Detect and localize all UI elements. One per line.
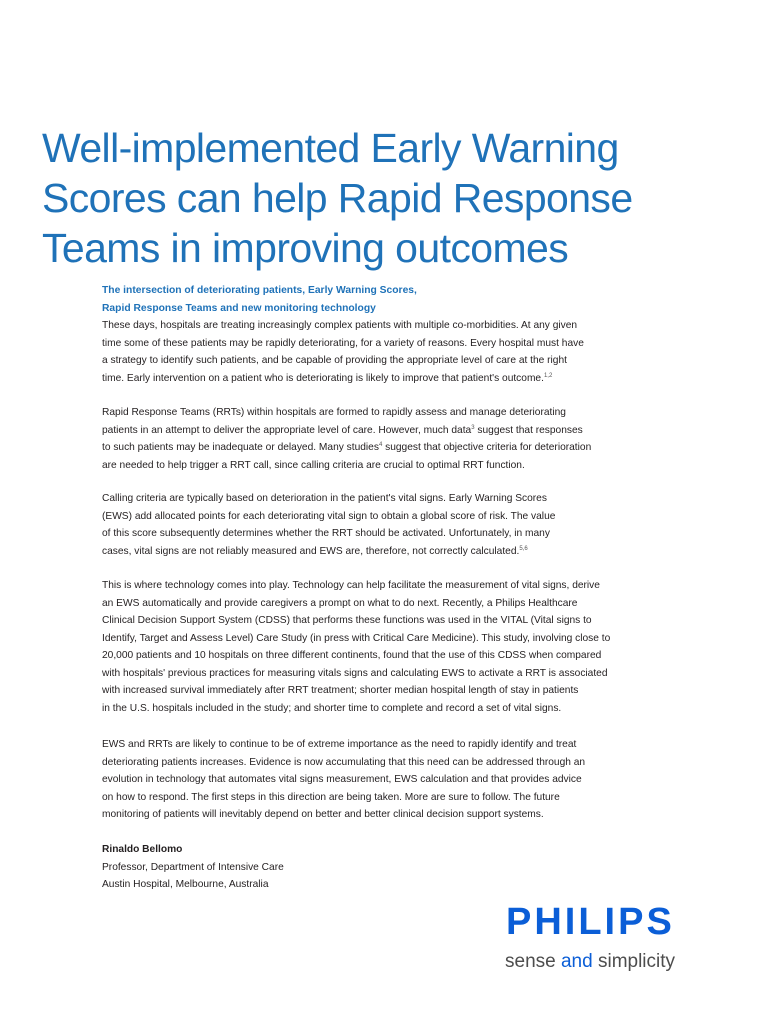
text-line: in the U.S. hospitals included in the study; and shorter time to complete and record a set of vital signs.: [102, 702, 562, 714]
text-fragment: suggest that responses: [474, 424, 583, 436]
text-line: Rapid Response Teams (RRTs) within hospitals are formed to rapidly assess and manage deteriorating: [102, 407, 566, 418]
author-name: Rinaldo Bellomo: [102, 844, 183, 855]
paragraph-1: [102, 317, 662, 387]
reference-mark: 3: [471, 424, 475, 431]
tagline-word: sense: [505, 951, 556, 972]
text-line: These days, hospitals are treating increasingly complex patients with multiple co-morbidities. At any given: [102, 320, 578, 331]
text-line: evolution in technology that automates vital signs measurement, EWS calculation and that provides advice: [102, 774, 582, 785]
text-line: on how to respond. The first steps in this direction are being taken. More are sure to follow. The future: [102, 791, 560, 803]
text-line: Identify, Target and Assess Level) Care Study (in press with Critical Care Medicine). This study, involving close to: [102, 632, 611, 644]
text-line: Calling criteria are typically based on deterioration in the patient's vital signs. Early Warning Scores: [102, 493, 547, 504]
reference-mark: 1,2: [543, 372, 553, 379]
page-title: [42, 123, 742, 273]
text-line: 20,000 patients and 10 hospitals on three different continents, found that the use of this CDSS when compared: [102, 650, 602, 661]
reference-mark: 5,6: [519, 545, 528, 552]
text-line: This is where technology comes into play. Technology can help facilitate the measurement of vital signs, derive: [102, 580, 600, 591]
reference-mark: 4: [378, 442, 383, 448]
text-line: [102, 439, 662, 457]
text-line: time some of these patients may be rapidly deteriorating, for a variety of reasons. Every hospital must have: [102, 337, 584, 349]
text-line: EWS and RRTs are likely to continue to be of extreme importance as the need to rapidly identify and treat: [102, 739, 577, 750]
author-role: Professor, Department of Intensive Care: [102, 861, 284, 873]
text-line: Clinical Decision Support System (CDSS) that performs these functions was used in the VITAL (Vital signs to: [102, 615, 592, 626]
intro-heading: [102, 282, 662, 317]
text-line: monitoring of patients will inevitably depend on better and better clinical decision support systems.: [102, 809, 544, 820]
text-fragment: cases, vital signs are not reliably measured and EWS are, therefore, not correctly calculated.: [102, 545, 520, 557]
title-line: Teams in improving outcomes: [42, 225, 569, 272]
text-line: with hospitals' previous practices for measuring vitals signs and calculating EWS to activate a RRT is associated: [102, 667, 608, 679]
text-line: an EWS automatically and provide caregivers a prompt on what to do next. Recently, a Philips Healthcare: [102, 597, 578, 609]
text-line: [102, 543, 662, 561]
text-line: of this score subsequently determines whether the RRT should be activated. Unfortunately, in many: [102, 528, 550, 539]
tagline-word: and: [560, 951, 593, 972]
text-line: are needed to help trigger a RRT call, since calling criteria are crucial to optimal RRT function.: [102, 459, 525, 471]
paragraph-4: [102, 577, 662, 717]
text-fragment: time. Early intervention on a patient who is deteriorating is likely to improve that patient's outcome.: [102, 372, 544, 384]
tagline-word: simplicity: [597, 951, 676, 972]
text-line: [102, 422, 662, 440]
text-line: [102, 370, 662, 388]
paragraph-3: [102, 490, 662, 560]
title-line: Well-implemented Early Warning: [42, 125, 619, 172]
paragraph-2: [102, 404, 662, 474]
text-fragment: patients in an attempt to deliver the appropriate level of care. However, much data: [102, 424, 472, 436]
paragraph-5: [102, 736, 662, 824]
text-line: a strategy to identify such patients, and be capable of providing the appropriate level of care at the right: [102, 355, 567, 366]
text-line: deteriorating patients increases. Evidence is now accumulating that this need can be addressed through an: [102, 756, 586, 768]
author-affiliation: Austin Hospital, Melbourne, Australia: [102, 879, 269, 890]
brand-tagline: [505, 950, 675, 974]
philips-logo: PHILIPS: [506, 901, 675, 943]
author-signature: [102, 841, 284, 894]
intro-line: Rapid Response Teams and new monitoring technology: [102, 302, 376, 314]
title-line: Scores can help Rapid Response: [42, 175, 633, 222]
text-line: with increased survival immediately after RRT treatment; shorter median hospital length of stay in patients: [102, 685, 579, 696]
text-line: (EWS) add allocated points for each deteriorating vital sign to obtain a global score of risk. The value: [102, 510, 556, 522]
text-fragment: suggest that objective criteria for deterioration: [382, 442, 592, 453]
text-fragment: to such patients may be inadequate or delayed. Many studies: [102, 442, 379, 453]
intro-line: The intersection of deteriorating patients, Early Warning Scores,: [102, 285, 417, 296]
